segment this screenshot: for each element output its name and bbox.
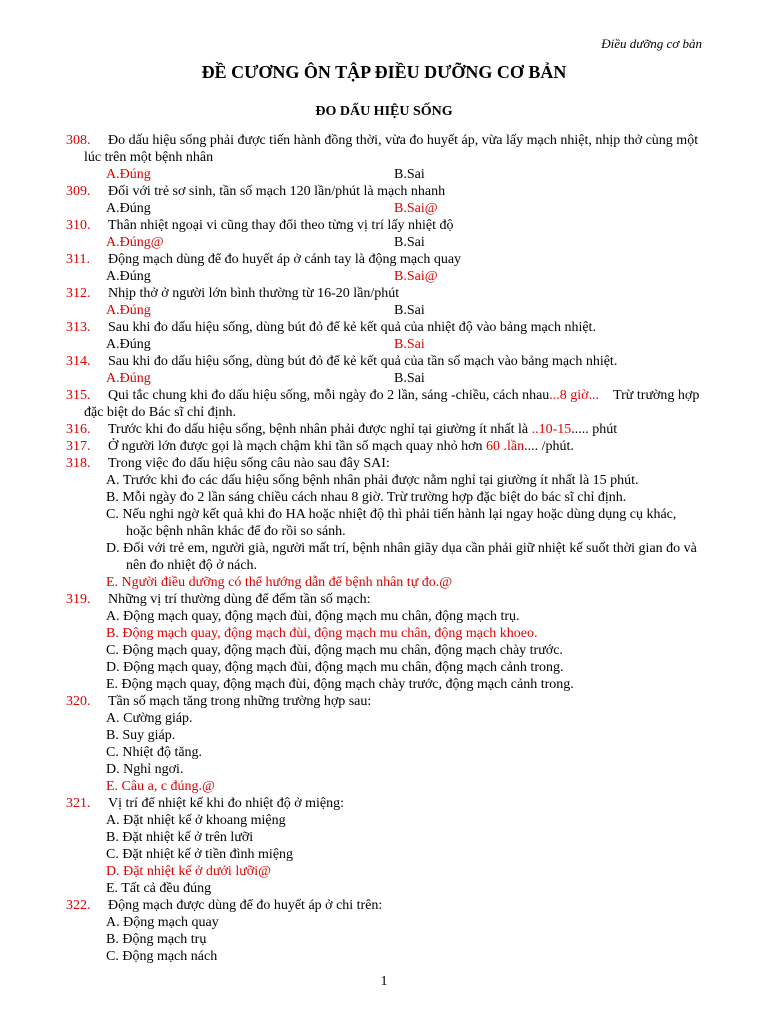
answer-options — [66, 302, 706, 319]
question-number: 318. — [66, 456, 91, 471]
blank-answer: 60 .lần — [486, 439, 525, 454]
question-320 — [66, 693, 706, 710]
question-text: Đo dấu hiệu sống phải được tiến hành đồng thời, vừa đo huyết áp, vừa lấy mạch nhiệt, nhịp thở cùng một lúc trên một bệnh nhân — [84, 133, 699, 165]
blank-answer: ...8 giờ... — [549, 388, 600, 403]
option-true: A.Đúng — [106, 371, 151, 386]
answer-options — [66, 370, 706, 387]
question-number: 308. — [66, 133, 91, 148]
question-text: Qui tắc chung khi đo dấu hiệu sống, mỗi ngày đo 2 lần, sáng -chiều, cách nhau — [108, 388, 550, 403]
question-number: 319. — [66, 592, 91, 607]
question-315 — [66, 387, 706, 421]
question-text: Trong việc đo dấu hiệu sống câu nào sau đây SAI: — [108, 456, 390, 471]
answer-option: E. Động mạch quay, động mạch đùi, động mạch chày trước, động mạch cảnh trong. — [106, 677, 574, 692]
answer-options — [66, 268, 706, 285]
option-true: A.Đúng — [106, 337, 151, 352]
answer-option: C. Đặt nhiệt kế ở tiền đình miệng — [106, 847, 294, 862]
question-text: Sau khi đo dấu hiệu sống, dùng bút đỏ để kẻ kết quả của nhiệt độ vào bảng mạch nhiệt. — [108, 320, 596, 335]
question-text: Động mạch dùng để đo huyết áp ở cánh tay là động mạch quay — [108, 252, 462, 267]
question-number: 316. — [66, 422, 91, 437]
question-text: Sau khi đo dấu hiệu sống, dùng bút đỏ để kẻ kết quả của tần số mạch vào bảng mạch nhiệt. — [108, 354, 618, 369]
question-text: Nhịp thở ở người lớn bình thường từ 16-20 lần/phút — [108, 286, 400, 301]
true-false-block — [66, 132, 706, 387]
question-number: 321. — [66, 796, 91, 811]
answer-option: A. Động mạch quay — [106, 915, 219, 930]
answer-option: D. Đối với trẻ em, người già, người mất trí, bệnh nhân giãy dụa cần phải giữ nhiệt kế suốt thời gian đo và nên đo nhiệt độ ở nách. — [106, 541, 697, 573]
question-number: 313. — [66, 320, 91, 335]
answer-option: A. Trước khi đo các dấu hiệu sống bệnh nhân phải được nằm nghỉ tại giường ít nhất là 15 phút. — [106, 473, 639, 488]
answer-option: B. Suy giáp. — [106, 728, 176, 743]
blank-answer: ..10-15 — [531, 422, 572, 437]
answer-options — [66, 166, 706, 183]
question-number: 315. — [66, 388, 91, 403]
section-title: ĐO DẤU HIỆU SỐNG — [315, 104, 453, 119]
question-text: Trước khi đo dấu hiệu sống, bệnh nhân phải được nghỉ tại giường ít nhất là — [108, 422, 529, 437]
question-314 — [66, 353, 706, 370]
question-312 — [66, 285, 706, 302]
question-311 — [66, 251, 706, 268]
answer-option: B. Động mạch quay, động mạch đùi, động mạch mu chân, động mạch khoeo. — [106, 626, 538, 641]
option-true: A.Đúng — [106, 269, 151, 284]
document-title: ĐỀ CƯƠNG ÔN TẬP ĐIỀU DƯỠNG CƠ BẢN — [201, 62, 567, 82]
option-false: B.Sai@ — [394, 201, 438, 216]
question-number: 310. — [66, 218, 91, 233]
answer-option: B. Đặt nhiệt kế ở trên lưỡi — [106, 830, 254, 845]
answer-option: B. Động mạch trụ — [106, 932, 207, 947]
answer-option: A. Cường giáp. — [106, 711, 193, 726]
question-number: 312. — [66, 286, 91, 301]
question-321 — [66, 795, 706, 812]
question-322 — [66, 897, 706, 914]
question-316 — [66, 421, 706, 438]
page-number: 1 — [380, 974, 388, 989]
answer-option: D. Đặt nhiệt kế ở dưới lưỡi@ — [106, 864, 271, 879]
running-header: Điều dưỡng cơ bản — [601, 36, 702, 51]
question-text-end: ..... phút — [571, 422, 618, 437]
option-false: B.Sai — [394, 371, 425, 386]
question-317 — [66, 438, 706, 455]
answer-option: D. Nghỉ ngơi. — [106, 762, 184, 777]
question-318 — [66, 455, 706, 472]
option-true: A.Đúng — [106, 201, 151, 216]
question-list — [66, 132, 706, 965]
question-text: Thân nhiệt ngoại vi cũng thay đổi theo từng vị trí lấy nhiệt độ — [108, 218, 454, 233]
answer-option: A. Động mạch quay, động mạch đùi, động mạch mu chân, động mạch trụ. — [106, 609, 520, 624]
question-313 — [66, 319, 706, 336]
answer-option: E. Tất cả đều đúng — [106, 881, 212, 896]
question-text-end: Trừ trường hợp đặc biệt do Bác sĩ chỉ định. — [84, 388, 700, 420]
option-false: B.Sai — [394, 235, 425, 250]
answer-option: C. Động mạch nách — [106, 949, 218, 964]
question-number: 320. — [66, 694, 91, 709]
question-number: 322. — [66, 898, 91, 913]
answer-option: C. Động mạch quay, động mạch đùi, động mạch mu chân, động mạch chày trước. — [106, 643, 563, 658]
option-false: B.Sai — [394, 167, 425, 182]
multiple-choice-block — [66, 455, 706, 965]
question-309 — [66, 183, 706, 200]
question-number: 317. — [66, 439, 91, 454]
question-319 — [66, 591, 706, 608]
option-false: B.Sai — [394, 337, 425, 352]
option-true: A.Đúng — [106, 303, 151, 318]
answer-options — [66, 336, 706, 353]
question-number: 311. — [66, 252, 90, 267]
answer-options — [66, 200, 706, 217]
answer-option: D. Động mạch quay, động mạch đùi, động mạch mu chân, động mạch cảnh trong. — [106, 660, 564, 675]
question-number: 314. — [66, 354, 91, 369]
option-true: A.Đúng@ — [106, 235, 164, 250]
question-text: Vị trí để nhiệt kế khi đo nhiệt độ ở miệng: — [108, 796, 345, 811]
answer-options — [66, 234, 706, 251]
question-text-end: .... /phút. — [524, 439, 574, 454]
question-text: Những vị trí thường dùng để đếm tần số mạch: — [108, 592, 371, 607]
option-false: B.Sai — [394, 303, 425, 318]
answer-option: B. Mỗi ngày đo 2 lần sáng chiều cách nhau 8 giờ. Trừ trường hợp đặc biệt do bác sĩ chỉ định. — [106, 490, 627, 505]
answer-option: C. Nếu nghi ngờ kết quả khi đo HA hoặc nhiệt độ thì phải tiến hành lại ngay hoặc dùng dụng cụ khác, hoặc bệnh nhân khác để đo rồi so sánh. — [106, 507, 677, 539]
answer-option: A. Đặt nhiệt kế ở khoang miệng — [106, 813, 286, 828]
question-text: Đối với trẻ sơ sinh, tần số mạch 120 lần/phút là mạch nhanh — [108, 184, 446, 199]
question-number: 309. — [66, 184, 91, 199]
option-true: A.Đúng — [106, 167, 151, 182]
question-text: Động mạch được dùng để đo huyết áp ở chi trên: — [108, 898, 383, 913]
question-text: Tần số mạch tăng trong những trường hợp sau: — [108, 694, 372, 709]
answer-option: C. Nhiệt độ tăng. — [106, 745, 203, 760]
option-false: B.Sai@ — [394, 269, 438, 284]
answer-option: E. Người điều dưỡng có thể hướng dẫn để bệnh nhân tự đo.@ — [106, 575, 453, 590]
question-text: Ở người lớn được gọi là mạch chậm khi tần số mạch quay nhỏ hơn — [108, 439, 483, 454]
question-308 — [66, 132, 706, 166]
answer-option: E. Câu a, c đúng.@ — [106, 779, 215, 794]
question-310 — [66, 217, 706, 234]
